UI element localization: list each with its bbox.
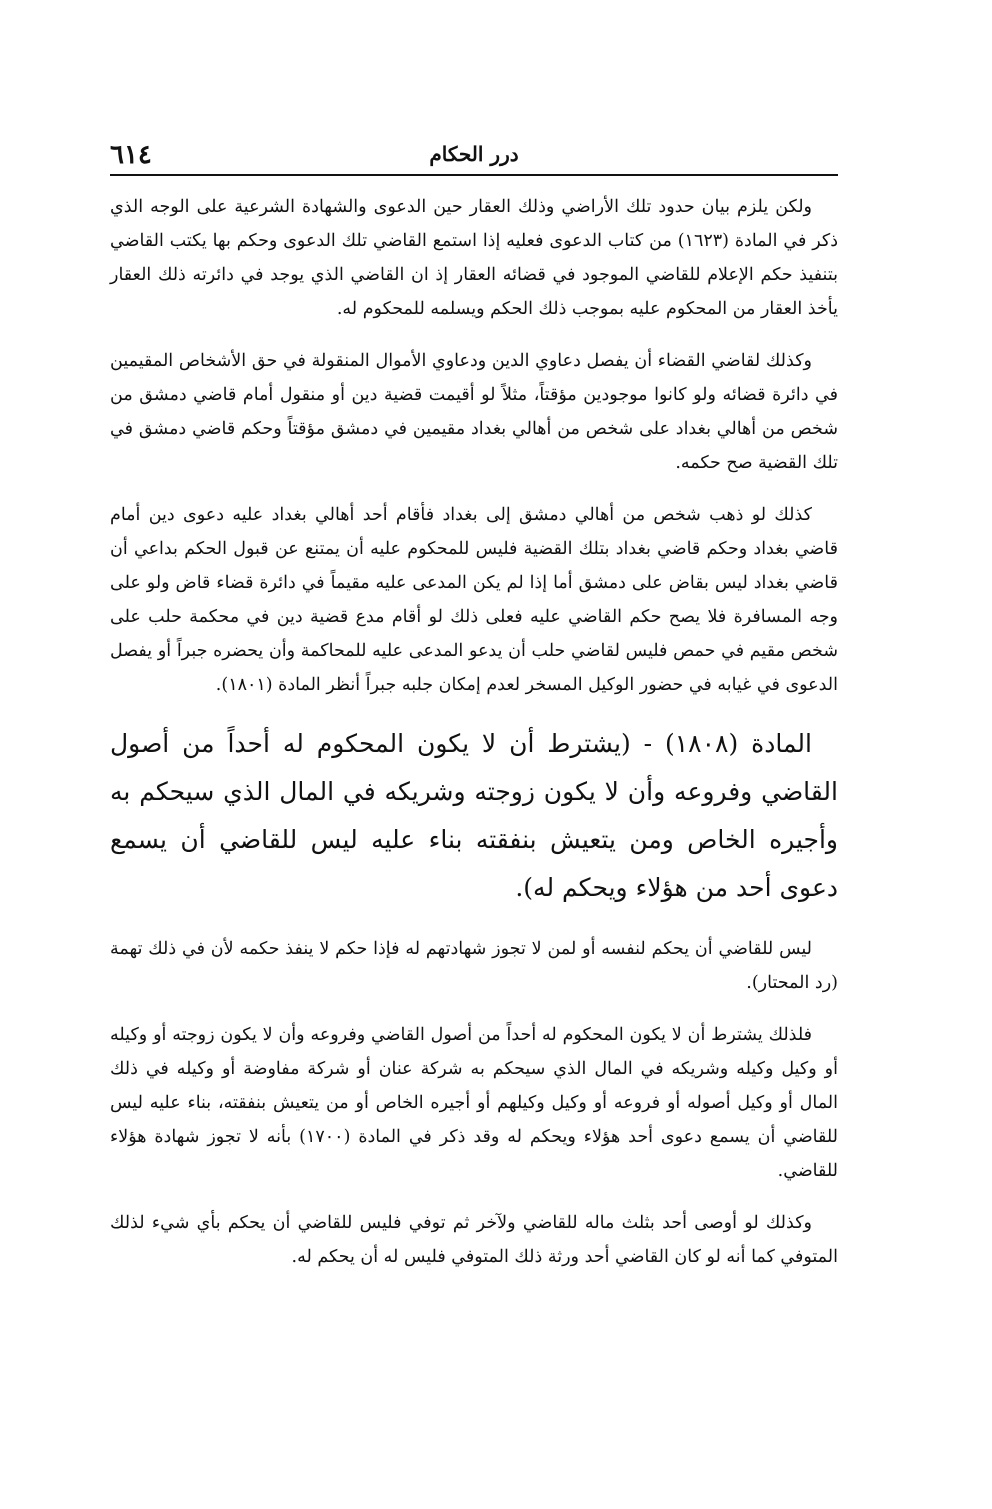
paragraph-land-boundaries: ولكن يلزم بيان حدود تلك الأراضي وذلك العقار حين الدعوى والشهادة الشرعية على الوجه الذي ذكر في المادة (١٦٢٣) من كتاب الدعوى فعليه إذا استمع القاضي تلك الدعوى وحكم بها يكتب القاضي بتنفيذ حكم الإعلام للقاضي الموجود في قضائه العقار إذ ان القاضي الذي يوجد في دائرته ذلك العقار يأخذ العقار من المحكوم عليه بموجب ذلك الحكم ويسلمه للمحكوم له. [110, 197, 838, 319]
article-1808: المادة (١٨٠٨) - (يشترط أن لا يكون المحكوم له أحداً من أصول القاضي وفروعه وأن لا يكون زوجته وشريكه في المال الذي سيحكم به وأجيره الخاص ومن يتعيش بنفقته بناء عليه ليس للقاضي أن يسمع دعوى أحد من هؤلاء ويحكم له). [110, 729, 838, 902]
commentary-bequest: وكذلك لو أوصى أحد بثلث ماله للقاضي ولآخر ثم توفي فليس للقاضي أن يحكم بأي شيء لذلك المتوفي كما أنه لو كان القاضي أحد ورثة ذلك المتوفي فليس له أن يحكم له. [110, 1213, 838, 1267]
commentary-relatives: فلذلك يشترط أن لا يكون المحكوم له أحداً من أصول القاضي وفروعه وأن لا يكون زوجته أو وكيله أو وكيل وكيله وشريكه في المال الذي سيحكم به شركة عنان أو شركة مفاوضة أو وكيله في ذلك المال أو وكيل أصوله أو فروعه أو وكيل وكيلهم أو أجيره الخاص أو من يتعيش بنفقته، بناء عليه ليس للقاضي أن يسمع دعوى أحد هؤلاء ويحكم له وقد ذكر في المادة (١٧٠٠) بأنه لا تجوز شهادة هؤلاء للقاضي. [110, 1025, 838, 1181]
page-body [110, 190, 838, 1292]
running-title: درر الحكام [429, 142, 519, 166]
page-number: ٦١٤ [110, 140, 152, 170]
commentary-self-judgment: ليس للقاضي أن يحكم لنفسه أو لمن لا تجوز شهادتهم له فإذا حكم لا ينفذ حكمه لأن في ذلك تهمة (رد المحتار). [110, 939, 838, 993]
paragraph-damascus-baghdad: كذلك لو ذهب شخص من أهالي دمشق إلى بغداد فأقام أحد أهالي بغداد عليه دعوى دين أمام قاضي بغداد وحكم قاضي بغداد بتلك القضية فليس للمحكوم عليه أن يمتنع عن قبول الحكم بداعي أن قاضي بغداد ليس بقاض على دمشق أما إذا لم يكن المدعى عليه مقيماً في دائرة قضاء قاض ولو على وجه المسافرة فلا يصح حكم القاضي عليه فعلى ذلك لو أقام مدع قضية دين في محكمة حلب على شخص مقيم في حمص فليس لقاضي حلب أن يدعو المدعى عليه للمحاكمة وأن يحضره جبراً أو يفصل الدعوى في غيابه في حضور الوكيل المسخر لعدم إمكان جلبه جبراً أنظر المادة (١٨٠١). [110, 505, 838, 695]
page-header [110, 140, 838, 176]
paragraph-chief-judge: وكذلك لقاضي القضاء أن يفصل دعاوي الدين ودعاوي الأموال المنقولة في حق الأشخاص المقيمين في دائرة قضائه ولو كانوا موجودين مؤقتاً، مثلاً لو أقيمت قضية دين أو منقول أمام قاضي دمشق من شخص من أهالي بغداد على شخص من أهالي بغداد مقيمين في دمشق مؤقتاً وحكم قاضي دمشق في تلك القضية صح حكمه. [110, 351, 838, 473]
